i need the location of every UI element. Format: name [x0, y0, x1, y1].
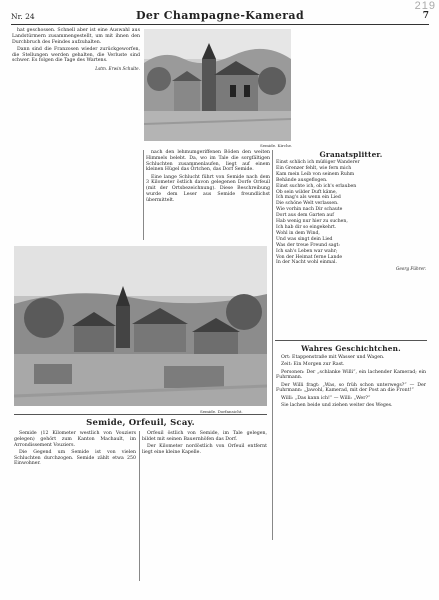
paragraph: Die Gegend um Semide ist von vielen Schluchten durchzogen. Semide zählt etwa 250 Einwohner.	[14, 449, 136, 467]
paragraph: hat geschossen. Schnell aber ist eine Auswahl aus Landstürmern zusammengestellt, um mit ihnen den Durchbruch des Feindes aufzuhalten.	[12, 28, 140, 45]
paragraph: Dann sind die Franzosen wieder zurückgeworfen, die Stellungen werden gehalten, die Verluste sind schwer. Es folgen die Tage des Wartens.	[12, 46, 140, 64]
poem-line: Ich mag's als wenn ein Lied	[276, 195, 341, 201]
column-divider	[272, 150, 273, 540]
poem-line: Einst schlich ich müßiger Wanderer	[276, 160, 360, 165]
pencil-page-number: 219	[414, 0, 436, 12]
paragraph: Willi: „Das kann ich!“ — Willi: „Wer?“	[281, 395, 371, 401]
photo-church	[144, 29, 291, 141]
poem-line: Einst suchte ich, ob ich's erlauben	[276, 183, 357, 189]
poem-signature: Georg Führer.	[395, 266, 426, 272]
semide-story-col1	[14, 431, 136, 581]
header-rule	[11, 24, 429, 25]
paragraph: Sie lachen beide und ziehen weiter des Weges.	[281, 403, 393, 409]
poem-line: Ich hab dir so eingekehrt.	[276, 224, 337, 230]
paragraph: Zeit: Ein Morgen zur Rast.	[281, 362, 345, 368]
article-middle	[146, 150, 270, 240]
column-divider	[139, 431, 140, 581]
poem-line: Wie vorhin nach Dir schaute	[276, 207, 343, 213]
poem-line: Ob sein wilder Duft käme,	[276, 189, 338, 195]
paragraph: Eine lange Schlucht führt von Semide nach dem 3 Kilometer östlich davon gelegenen Dorfe Orfeuil (mit der Ortsbezeichnung). Diese Beschreibung wurde dem Leser aus Semide freundlichst übermittelt.	[146, 174, 270, 203]
photo-village	[14, 246, 267, 406]
caption-church: Semide. Kirche.	[260, 143, 293, 148]
section-divider	[275, 340, 427, 341]
paragraph: Semide (12 Kilometer westlich von Vouziers gelegen) gehört zum Kanton Machault, im Arrondissement Vouziers.	[14, 431, 136, 448]
page-header	[11, 9, 429, 23]
poem-line: In der Nacht wohl einmal.	[276, 260, 337, 266]
byline: Lstm. Erwin Schulte.	[95, 66, 140, 72]
semide-heading: Semide, Orfeuil, Scay.	[86, 418, 195, 428]
paragraph: nach den lehmumgeriffenen Böden den weiten Himmels belebt. Da, wo im Tale die sorgfältigen Schluchten zusammenlaufen, liegt auf einem kleinen Hügel das Örtchen, das Dorf Semide.	[146, 150, 270, 173]
poem-line: Dort aus dem Garten auf	[276, 213, 334, 219]
village-illustration	[14, 246, 267, 406]
column-divider	[143, 150, 144, 240]
page-number: 7	[422, 11, 429, 21]
poem-line: Was der treue Freund sagt:	[276, 242, 340, 248]
poem-line: Die schöne Welt verlassen.	[276, 201, 339, 207]
paragraph: Der Willi fragt: „Was, so früh schon unterwegs?“ — Der Fuhrmann: „Jawohl, Kamerad, mit der Post an die Front!“	[276, 382, 426, 394]
issue-number: Nr. 24	[11, 12, 35, 21]
paragraph: Ort: Etappenstraße mit Wasser und Wagen.	[281, 355, 385, 360]
granatsplitter-poem	[276, 160, 426, 272]
paragraph: Personen: Der „schlanke Willi“, ein lachender Kamerad; ein Fuhrmann.	[276, 369, 426, 381]
wahres-story	[276, 355, 426, 580]
church-illustration	[144, 29, 291, 141]
poem-line: Ein Grenzer fehlt, wie fern mich	[276, 165, 352, 171]
semide-story-col2	[142, 431, 267, 581]
poem-line: Von der Heimat ferne Lande	[276, 254, 343, 260]
poem-line: Ich sah's Leben war wahr;	[276, 248, 338, 254]
newspaper-title: Der Champagne-Kamerad	[135, 9, 305, 22]
poem-line: Behände ausgeflogen.	[276, 177, 328, 183]
wahres-heading: Wahres Geschichtchen.	[301, 344, 401, 353]
section-divider	[14, 414, 267, 415]
paragraph: Orfeuil östlich von Semide, im Tale gelegen, bildet mit seinen Bauernhöfen das Dorf.	[142, 431, 267, 442]
poem-line: Kam mein Leib von seinem Ruhm	[276, 171, 355, 177]
poem-line: Hab wenig nur hier zu suchen,	[276, 219, 348, 225]
poem-line: Wohl in dem Wind,	[276, 230, 320, 236]
granatsplitter-heading: Granatsplitter.	[319, 150, 383, 159]
caption-village: Semide. Dorfansicht.	[200, 409, 243, 414]
paragraph: Der Kilometer nordöstlich von Orfeuil entfernt liegt eine kleine Kapelle.	[142, 444, 267, 455]
poem-line: Und was singt dein Lied	[276, 236, 333, 242]
